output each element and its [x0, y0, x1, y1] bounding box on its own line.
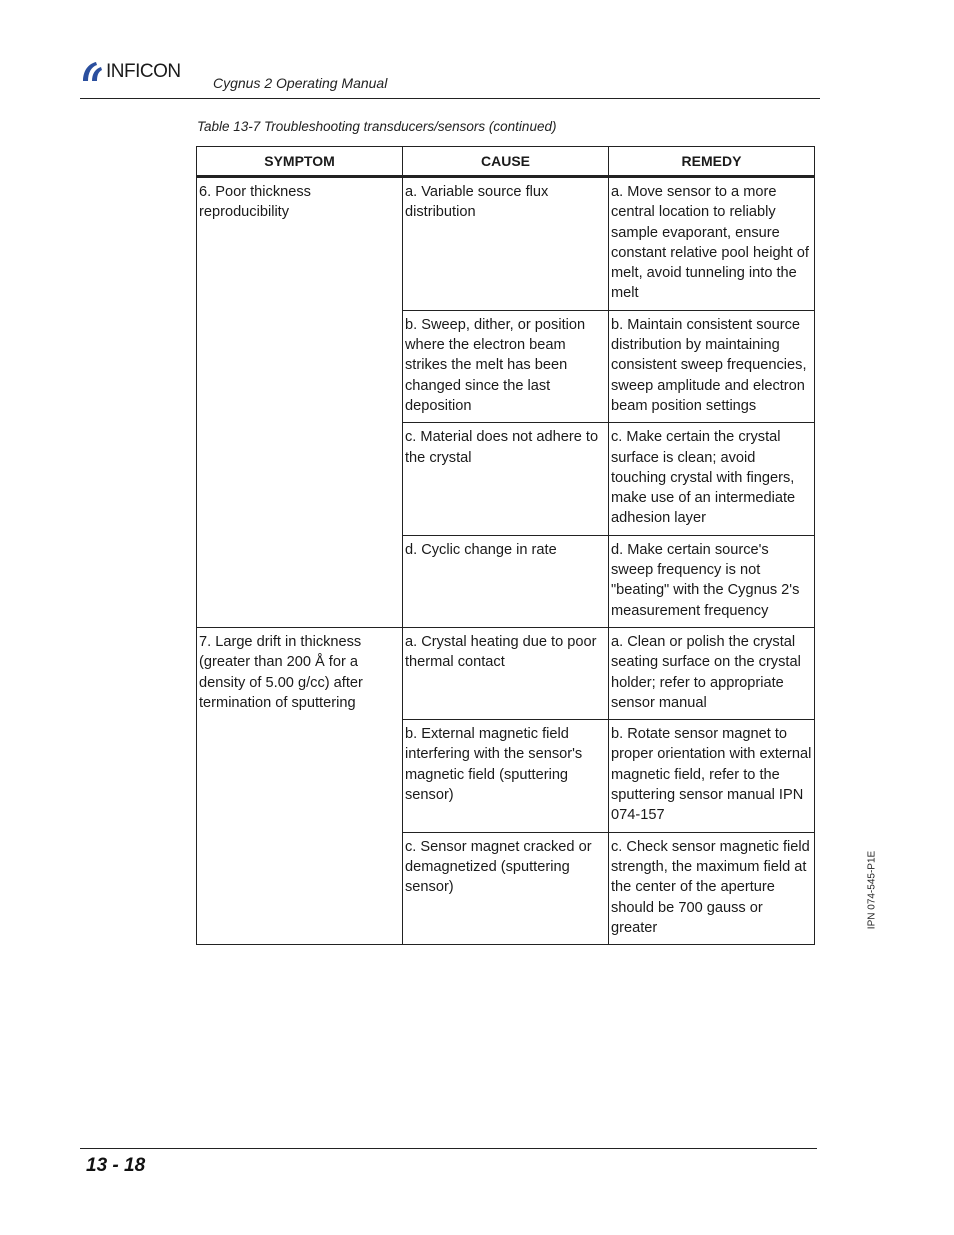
document-ipn-text: IPN 074-545-P1E	[866, 850, 878, 930]
remedy-cell: c. Make certain the crystal surface is clean; avoid touching crystal with fingers, make use of an intermediate adhesion layer	[609, 423, 815, 535]
cause-cell: a. Crystal heating due to poor thermal contact	[403, 627, 609, 719]
remedy-cell: a. Move sensor to a more central location to reliably sample evaporant, ensure constant relative pool height of melt, avoid tunneling into the melt	[609, 177, 815, 311]
table-row	[197, 627, 815, 719]
table-row	[197, 177, 815, 311]
page-number: 13 - 18	[86, 1155, 146, 1176]
remedy-cell: d. Make certain source's sweep frequency is not "beating" with the Cygnus 2's measurement frequency	[609, 535, 815, 627]
cause-cell: a. Variable source flux distribution	[403, 177, 609, 311]
logo-text: INFICON	[106, 60, 181, 82]
manual-title: Cygnus 2 Operating Manual	[213, 75, 388, 91]
troubleshooting-table	[196, 146, 815, 945]
inficon-logo	[80, 58, 181, 84]
symptom-cell: 7. Large drift in thickness (greater than 200 Å for a density of 5.00 g/cc) after termination of sputtering	[197, 627, 403, 944]
table-caption: Table 13-7 Troubleshooting transducers/sensors (continued)	[197, 119, 557, 134]
cause-cell: d. Cyclic change in rate	[403, 535, 609, 627]
inficon-logo-mark	[80, 59, 104, 83]
column-header-cause: CAUSE	[403, 147, 609, 177]
table-header-row	[197, 147, 815, 177]
cause-cell: b. Sweep, dither, or position where the electron beam strikes the melt has been changed since the last deposition	[403, 310, 609, 422]
remedy-cell: a. Clean or polish the crystal seating surface on the crystal holder; refer to appropriate sensor manual	[609, 627, 815, 719]
cause-cell: c. Sensor magnet cracked or demagnetized (sputtering sensor)	[403, 832, 609, 944]
header-divider	[80, 98, 820, 99]
cause-cell: b. External magnetic field interfering with the sensor's magnetic field (sputtering sensor)	[403, 720, 609, 832]
remedy-cell: b. Rotate sensor magnet to proper orientation with external magnetic field, refer to the sputtering sensor manual IPN 074-157	[609, 720, 815, 832]
document-ipn	[862, 850, 882, 930]
symptom-cell: 6. Poor thickness reproducibility	[197, 177, 403, 628]
remedy-cell: c. Check sensor magnetic field strength, the maximum field at the center of the aperture should be 700 gauss or greater	[609, 832, 815, 944]
footer-divider	[80, 1148, 817, 1149]
column-header-remedy: REMEDY	[609, 147, 815, 177]
remedy-cell: b. Maintain consistent source distribution by maintaining consistent sweep frequencies, sweep amplitude and electron beam position settings	[609, 310, 815, 422]
cause-cell: c. Material does not adhere to the crystal	[403, 423, 609, 535]
column-header-symptom: SYMPTOM	[197, 147, 403, 177]
